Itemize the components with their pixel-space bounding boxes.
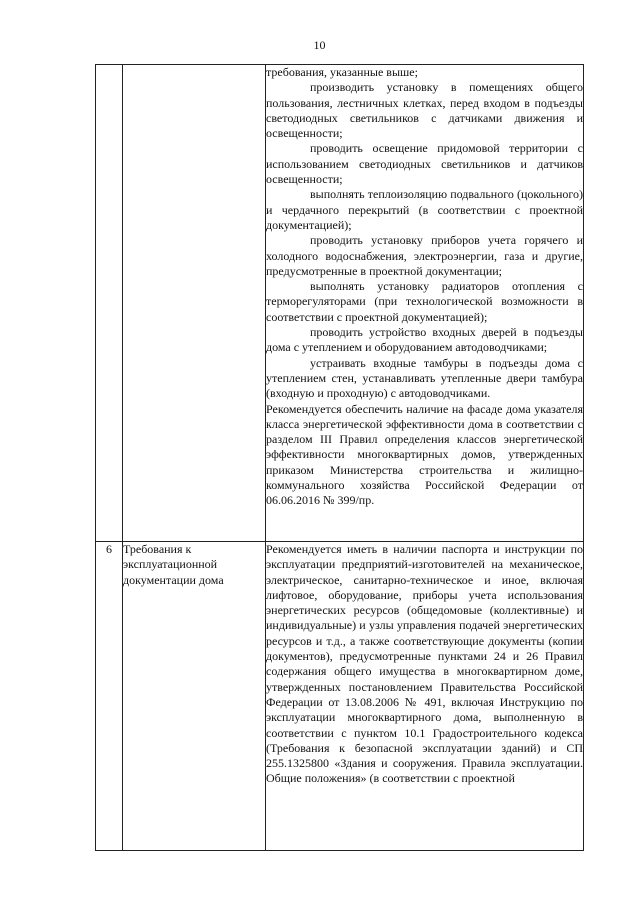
- page-number: 10: [313, 38, 326, 52]
- paragraph-6: выполнять установку радиаторов отопления с терморегуляторами (при технологической возможности в соответствии с проектной документацией);: [266, 279, 583, 324]
- row-name-cell: Требования к эксплуатационной документации дома: [123, 542, 266, 851]
- paragraph-3: проводить освещение придомовой территории с использованием светодиодных светильников и датчиков освещенности;: [266, 141, 583, 187]
- paragraph-8: устраивать входные тамбуры в подъезды дома с утеплением стен, устанавливать утепленные двери тамбура (входную и проходную) с автодоводчиками.: [266, 355, 583, 401]
- paragraph-1: требования, указанные выше;: [266, 65, 418, 79]
- row-content-cell: [266, 65, 584, 542]
- paragraph-9: Рекомендуется обеспечить наличие на фасаде дома указателя класса энергетической эффективности дома в соответствии с разделом III Правил определения классов энергетической эффективности многоквартирных домов, утвержденных приказом Министерства строительства и жилищно-коммунального хозяйства Российской Федерации от 06.06.2016 № 399/пр.: [266, 401, 583, 508]
- paragraph-5: проводить установку приборов учета горячего и холодного водоснабжения, электроэнергии, газа и другие, предусмотренные в проектной документации;: [266, 233, 583, 278]
- row-number-cell: [96, 65, 123, 542]
- row-content-cell: [266, 542, 584, 851]
- table-row-6: [96, 542, 584, 851]
- paragraph-7: проводить устройство входных дверей в подъезды дома с утеплением и оборудованием автодоводчиками;: [266, 325, 583, 355]
- row-number-cell: 6: [96, 542, 123, 851]
- requirements-table: [95, 64, 584, 851]
- paragraph-row6: Рекомендуется иметь в наличии паспорта и инструкции по эксплуатации предприятий-изготовителей на механическое, электрическое, санитарно-техническое и иное, включая лифтовое, оборудование, приборы учета использования энергетических ресурсов (общедомовые (коллективные) и индивидуальные) и узлы управления подачей энергетических ресурсов и т.д., а также соответствующие документы (копии документов), предусмотренные пунктами 24 и 26 Правил содержания общего имущества в многоквартирном доме, утвержденных постановлением Правительства Российской Федерации от 13.08.2006 № 491, включая Инструкцию по эксплуатации многоквартирного дома, выполненную в соответствии с пунктом 10.1 Градостроительного кодекса (Требования к безопасной эксплуатации зданий) и СП 255.1325800 «Здания и сооружения. Правила эксплуатации. Общие положения» (в соответствии с проектной: [266, 542, 583, 786]
- table-row-continued: [96, 65, 584, 542]
- row-name-cell: [123, 65, 266, 542]
- paragraph-2: производить установку в помещениях общего пользования, лестничных клетках, перед входом в подъезды светодиодных светильников с датчиками движения и освещенности;: [266, 80, 583, 141]
- paragraph-4: выполнять теплоизоляцию подвального (цокольного) и чердачного перекрытий (в соответствии с проектной документацией);: [266, 187, 583, 232]
